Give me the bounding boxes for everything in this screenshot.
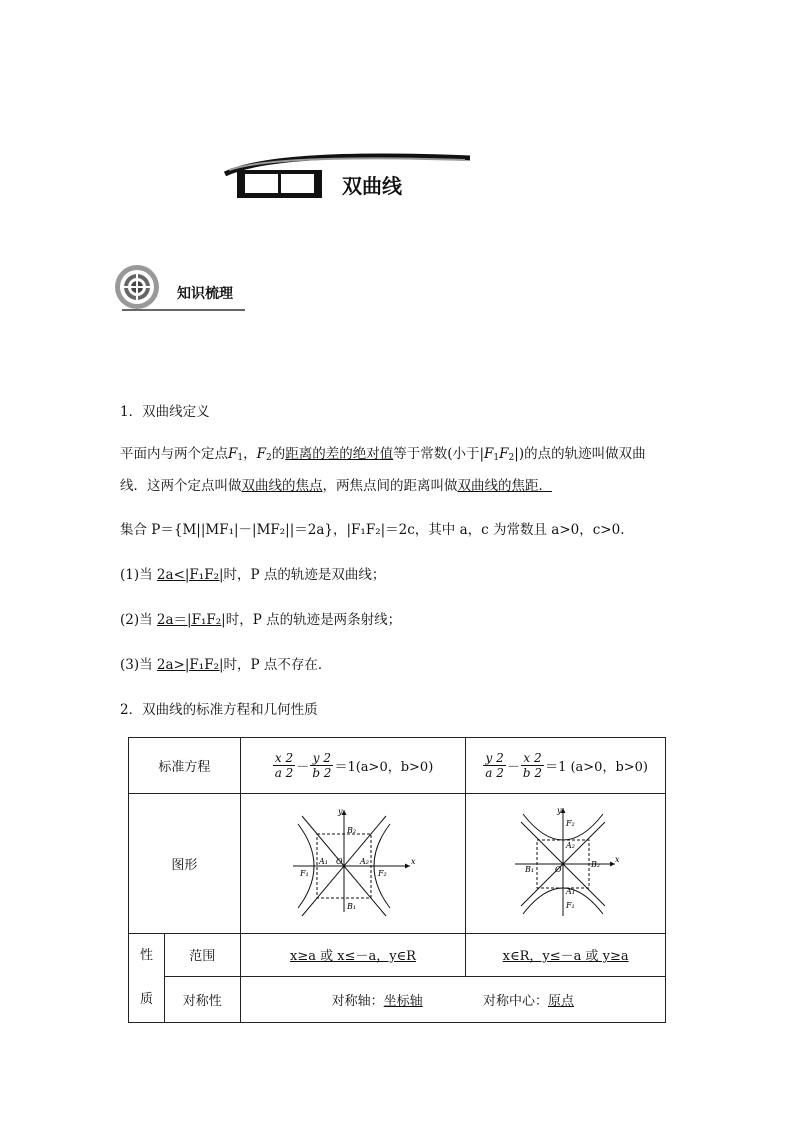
graph-horizontal-cell <box>240 794 466 934</box>
page-title: 双曲线 <box>342 174 402 198</box>
svg-text:B₂: B₂ <box>590 860 600 869</box>
svg-text:F₁: F₁ <box>565 901 575 910</box>
hyperbola-horizontal-graph <box>288 804 418 919</box>
symmetry-label: 对称性 <box>164 976 240 1022</box>
std-eq-label: 标准方程 <box>129 738 241 794</box>
hyperbola-properties-table <box>128 737 666 1023</box>
range-vertical: x∈R，y≤－a 或 y≥a <box>466 934 666 977</box>
svg-text:A₁: A₁ <box>565 887 575 896</box>
figure-label: 图形 <box>129 794 241 934</box>
svg-text:F₁: F₁ <box>299 869 309 878</box>
svg-text:x: x <box>410 857 416 866</box>
table-row <box>129 738 666 794</box>
hyperbola-vertical-graph <box>511 804 621 919</box>
svg-text:A₂: A₂ <box>359 857 369 866</box>
svg-text:O: O <box>335 857 343 866</box>
foci-term: 双曲线的焦点 <box>241 478 323 494</box>
section-title: 知识梳理 <box>177 286 233 302</box>
case-1: (1)当 2a<|F₁F₂|时，P 点的轨迹是双曲线； <box>120 567 386 583</box>
book-icon <box>237 170 322 198</box>
heading-definition: 1．双曲线定义 <box>120 404 210 420</box>
svg-text:x: x <box>614 855 620 864</box>
svg-text:B₁: B₁ <box>346 902 357 911</box>
definition-line-1: 平面内与两个定点$F_1$，$F_2$的距离的差的绝对值等于常数(小于$|F_1F_2|$)的点的轨迹叫做双曲 <box>120 446 646 463</box>
svg-text:O: O <box>554 865 562 874</box>
equation-horizontal: $\frac{x 2}{a 2}$ － $\frac{y 2}{b 2}$ ＝1(a>0，b>0) <box>240 738 466 794</box>
definition-key-term: 距离的差的绝对值 <box>285 446 394 462</box>
table-row <box>129 934 666 977</box>
svg-text:A₁: A₁ <box>318 857 328 866</box>
table-row <box>129 794 666 934</box>
range-horizontal: x≥a 或 x≤－a，y∈R <box>240 934 466 977</box>
svg-text:A₂: A₂ <box>565 841 575 850</box>
graph-vertical-cell <box>466 794 666 934</box>
svg-text:y: y <box>337 807 343 816</box>
symmetry-value: 对称轴：坐标轴 对称中心：原点 <box>240 976 665 1022</box>
svg-text:y: y <box>556 806 562 815</box>
table-row <box>129 976 666 1022</box>
svg-text:B₂: B₂ <box>346 826 357 835</box>
focal-distance-term: 双曲线的焦距． <box>457 478 552 494</box>
svg-text:B₁: B₁ <box>524 865 534 874</box>
case-2: (2)当 2a＝|F₁F₂|时，P 点的轨迹是两条射线； <box>120 612 402 628</box>
svg-text:F₂: F₂ <box>565 819 575 828</box>
properties-label: 性 质 <box>129 934 165 1023</box>
set-definition: 集合 P＝{M||MF₁|－|MF₂||＝2a}，|F₁F₂|＝2c，其中 a，c 为常数且 a>0，c>0. <box>120 522 625 538</box>
svg-text:F₂: F₂ <box>377 869 387 878</box>
case-3: (3)当 2a>|F₁F₂|时，P 点不存在． <box>120 657 332 673</box>
definition-line-2: 线．这两个定点叫做双曲线的焦点，两焦点间的距离叫做双曲线的焦距． <box>120 478 552 494</box>
range-label: 范围 <box>164 934 240 977</box>
heading-properties: 2．双曲线的标准方程和几何性质 <box>120 702 318 718</box>
equation-vertical: $\frac{y 2}{a 2}$ － $\frac{x 2}{b 2}$ ＝1 (a>0，b>0) <box>466 738 666 794</box>
